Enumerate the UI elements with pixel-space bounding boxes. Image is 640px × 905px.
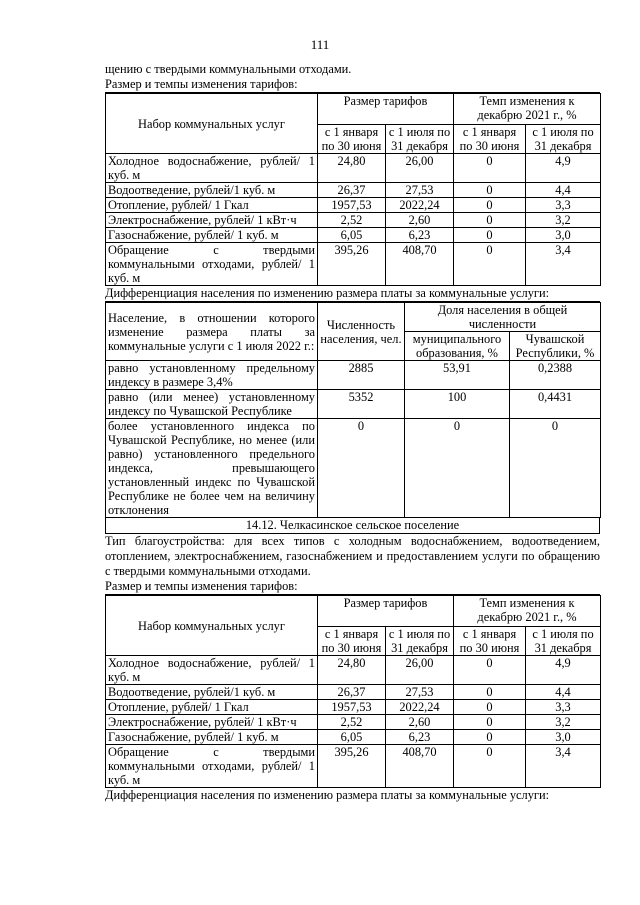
rate-first-half: 0: [454, 228, 526, 243]
rate-second-half: 4,9: [526, 656, 601, 685]
tariff-first-half: 24,80: [318, 656, 386, 685]
rate-second-half: 3,0: [526, 730, 601, 745]
tariff-second-half: 408,70: [386, 243, 454, 286]
rate-first-half: 0: [454, 154, 526, 183]
rate-first-half: 0: [454, 730, 526, 745]
rate-first-half: 0: [454, 700, 526, 715]
rate-second-half: 4,4: [526, 685, 601, 700]
tariff-header-rate: Темп изменения к декабрю 2021 г., %: [454, 94, 601, 125]
document-body: [105, 62, 600, 803]
diff-header-municipal: муниципального образования, %: [405, 332, 510, 361]
tariff-second-half: 26,00: [386, 154, 454, 183]
rate-second-half: 3,4: [526, 745, 601, 788]
republic-share: 0,2388: [510, 361, 601, 390]
service-name: Холодное водоснабжение, рублей/ 1 куб. м: [106, 154, 318, 183]
rate-second-half: 4,4: [526, 183, 601, 198]
tariff-second-half: 6,23: [386, 730, 454, 745]
rate-first-half: 0: [454, 715, 526, 730]
diff-header-share: Доля населения в общей численности: [405, 303, 601, 332]
table-row: [106, 419, 601, 518]
tariff-header-size: Размер тарифов: [318, 94, 454, 125]
tariff-subheader: с 1 июля по 31 декабря: [526, 627, 601, 656]
tariff-first-half: 1957,53: [318, 700, 386, 715]
tariff-first-half: 26,37: [318, 183, 386, 198]
table-row: [106, 685, 601, 700]
service-name: Водоотведение, рублей/1 куб. м: [106, 183, 318, 198]
section-tariff-table: [105, 595, 601, 788]
rate-second-half: 4,9: [526, 154, 601, 183]
table-row: [106, 213, 601, 228]
tariff-first-half: 395,26: [318, 745, 386, 788]
rate-first-half: 0: [454, 243, 526, 286]
table-row: [106, 198, 601, 213]
section-paragraph: Тип благоустройства: для всех типов с холодным водоснабжением, водоотведением, отоплением, электроснабжением, газоснабжением и предоставлением услуги по обращению с твердыми коммунальными отходами.: [105, 534, 600, 578]
section-title: 14.12. Челкасинское сельское поселение: [105, 518, 600, 534]
population-category: равно установленному предельному индексу в размере 3,4%: [106, 361, 318, 390]
tariff-header-service: Набор коммунальных услуг: [106, 94, 318, 154]
rate-second-half: 3,2: [526, 213, 601, 228]
tariff-subheader: с 1 января по 30 июня: [318, 125, 386, 154]
table-row: [106, 183, 601, 198]
rate-second-half: 3,0: [526, 228, 601, 243]
tariff-second-half: 6,23: [386, 228, 454, 243]
tariff-heading: Размер и темпы изменения тарифов:: [105, 77, 600, 93]
republic-share: 0,4431: [510, 390, 601, 419]
rate-first-half: 0: [454, 198, 526, 213]
rate-first-half: 0: [454, 183, 526, 198]
service-name: Отопление, рублей/ 1 Гкал: [106, 700, 318, 715]
table-row: [106, 243, 601, 286]
tariff-subheader: с 1 января по 30 июня: [454, 627, 526, 656]
page-number: 111: [310, 37, 330, 52]
table-row: [106, 745, 601, 788]
table-row: [106, 361, 601, 390]
tariff-second-half: 2022,24: [386, 700, 454, 715]
diff-header-republic: Чувашской Республики, %: [510, 332, 601, 361]
diff-header-population: Население, в отношении которого изменение размера платы за коммунальные услуги с 1 июля 2022 г.:: [106, 303, 318, 361]
tariff-first-half: 26,37: [318, 685, 386, 700]
tariff-header-size: Размер тарифов: [318, 596, 454, 627]
table-row: [106, 656, 601, 685]
service-name: Отопление, рублей/ 1 Гкал: [106, 198, 318, 213]
tariff-subheader: с 1 июля по 31 декабря: [526, 125, 601, 154]
municipal-share: 100: [405, 390, 510, 419]
tariff-first-half: 2,52: [318, 715, 386, 730]
service-name: Водоотведение, рублей/1 куб. м: [106, 685, 318, 700]
rate-first-half: 0: [454, 745, 526, 788]
rate-second-half: 3,3: [526, 700, 601, 715]
rate-first-half: 0: [454, 685, 526, 700]
tariff-first-half: 6,05: [318, 228, 386, 243]
tariff-first-half: 2,52: [318, 213, 386, 228]
tariff-second-half: 2022,24: [386, 198, 454, 213]
tariff-second-half: 27,53: [386, 183, 454, 198]
tariff-second-half: 26,00: [386, 656, 454, 685]
tariff-table: [105, 93, 601, 286]
population-count: 0: [318, 419, 405, 518]
population-category: более установленного индекса по Чувашской Республике, но менее (или равно) установленного предельного индекса, превышающего установленный индекс по Чувашской Республике не более чем на величину отклонения: [106, 419, 318, 518]
service-name: Холодное водоснабжение, рублей/ 1 куб. м: [106, 656, 318, 685]
tariff-second-half: 408,70: [386, 745, 454, 788]
table-row: [106, 700, 601, 715]
service-name: Электроснабжение, рублей/ 1 кВт·ч: [106, 213, 318, 228]
municipal-share: 0: [405, 419, 510, 518]
population-count: 5352: [318, 390, 405, 419]
tariff-subheader: с 1 июля по 31 декабря: [386, 125, 454, 154]
population-category: равно (или менее) установленному индексу по Чувашской Республике: [106, 390, 318, 419]
rate-second-half: 3,3: [526, 198, 601, 213]
table-row: [106, 228, 601, 243]
section-tariff-heading: Размер и темпы изменения тарифов:: [105, 579, 600, 595]
rate-first-half: 0: [454, 213, 526, 228]
tariff-first-half: 1957,53: [318, 198, 386, 213]
republic-share: 0: [510, 419, 601, 518]
tariff-first-half: 395,26: [318, 243, 386, 286]
diff-table: [105, 302, 601, 518]
table-row: [106, 390, 601, 419]
diff-header-count: Численность населения, чел.: [318, 303, 405, 361]
table-row: [106, 715, 601, 730]
service-name: Электроснабжение, рублей/ 1 кВт·ч: [106, 715, 318, 730]
service-name: Обращение с твердыми коммунальными отходами, рублей/ 1 куб. м: [106, 243, 318, 286]
intro-line: щению с твердыми коммунальными отходами.: [105, 62, 352, 76]
tariff-header-service: Набор коммунальных услуг: [106, 596, 318, 656]
tariff-header-rate: Темп изменения к декабрю 2021 г., %: [454, 596, 601, 627]
tariff-first-half: 24,80: [318, 154, 386, 183]
tariff-subheader: с 1 января по 30 июня: [318, 627, 386, 656]
rate-second-half: 3,2: [526, 715, 601, 730]
tariff-subheader: с 1 января по 30 июня: [454, 125, 526, 154]
municipal-share: 53,91: [405, 361, 510, 390]
rate-first-half: 0: [454, 656, 526, 685]
population-count: 2885: [318, 361, 405, 390]
service-name: Обращение с твердыми коммунальными отходами, рублей/ 1 куб. м: [106, 745, 318, 788]
tariff-second-half: 2,60: [386, 213, 454, 228]
table-row: [106, 730, 601, 745]
tariff-subheader: с 1 июля по 31 декабря: [386, 627, 454, 656]
tariff-first-half: 6,05: [318, 730, 386, 745]
tariff-second-half: 2,60: [386, 715, 454, 730]
tariff-second-half: 27,53: [386, 685, 454, 700]
section-diff-heading: Дифференциация населения по изменению размера платы за коммунальные услуги:: [105, 788, 550, 802]
service-name: Газоснабжение, рублей/ 1 куб. м: [106, 228, 318, 243]
service-name: Газоснабжение, рублей/ 1 куб. м: [106, 730, 318, 745]
diff-heading: Дифференциация населения по изменению размера платы за коммунальные услуги:: [105, 286, 600, 302]
table-row: [106, 154, 601, 183]
rate-second-half: 3,4: [526, 243, 601, 286]
